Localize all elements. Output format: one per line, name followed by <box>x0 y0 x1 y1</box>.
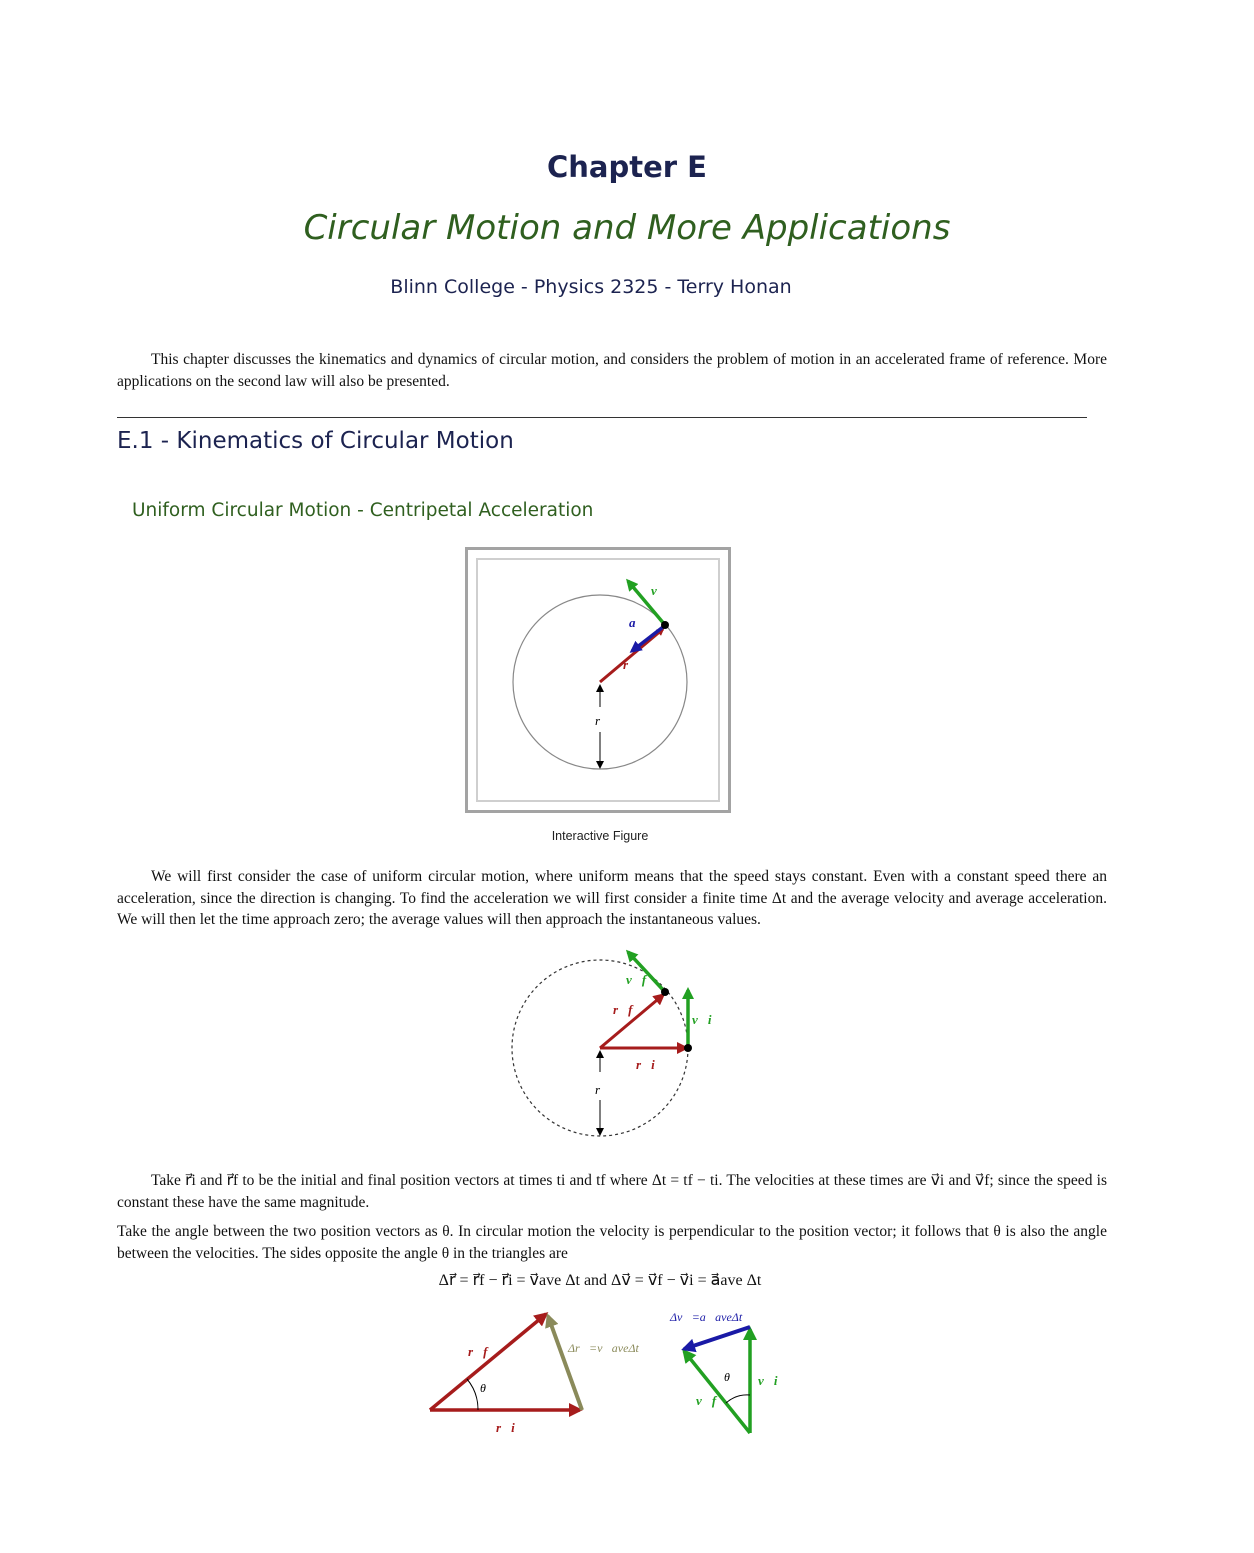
interactive-figure[interactable] <box>465 547 731 813</box>
intro-paragraph: This chapter discusses the kinematics and dynamics of circular motion, and considers the problem of motion in an accelerated frame of reference. More applications on the second law will also be presented. <box>117 351 1107 390</box>
equation-line: Δr⃗ = r⃗f − r⃗i = v⃗ave Δt and Δv⃗ = v⃗f − v⃗i = a⃗ave Δt <box>438 1272 762 1289</box>
subsection-heading: Uniform Circular Motion - Centripetal Acceleration <box>132 500 594 521</box>
acceleration-vector-arrow <box>632 627 663 651</box>
paragraph-uniform-motion: We will first consider the case of uniform circular motion, where uniform means that the speed stays constant. Even with a constant speed there an acceleration, since the direction is changing. To find the acceleration we will first consider a finite time Δt and the average velocity and average acceleration. We will then let the time approach zero; the average values will then approach the instantaneous values. <box>117 868 1107 928</box>
initial-point <box>684 1044 692 1052</box>
label-theta: θ <box>724 1370 730 1384</box>
final-velocity-side <box>684 1351 750 1433</box>
position-velocity-diagram <box>500 940 712 1140</box>
theta-arc <box>726 1395 750 1403</box>
label-position: r⃗ <box>623 657 639 672</box>
paragraph-position-vectors: Take r⃗i and r⃗f to be the initial and final position vectors at times ti and tf where Δt = tf − ti. The velocities at these times are v⃗i and v⃗f; since the speed is constant these have the same magnitude. <box>117 1172 1107 1211</box>
paragraph-angle: Take the angle between the two position vectors as θ. In circular motion the velocity is perpendicular to the position vector; it follows that θ is also the angle between the velocities. The sides opposite the angle θ in the triangles are <box>117 1223 1107 1262</box>
label-radius: r <box>595 1082 601 1097</box>
label-theta: θ <box>480 1381 486 1395</box>
particle-dot <box>661 621 669 629</box>
label-initial-position: r⃗i <box>636 1057 655 1072</box>
position-vector-arrow <box>600 629 663 682</box>
section-divider <box>117 417 1087 418</box>
label-delta-v: Δv⃗=a⃗aveΔt <box>670 1310 743 1324</box>
section-heading: E.1 - Kinematics of Circular Motion <box>117 428 514 454</box>
label-final-velocity: v⃗f <box>696 1393 717 1408</box>
label-initial-position: r⃗i <box>496 1420 515 1435</box>
label-acceleration: a⃗ <box>629 615 646 630</box>
delta-v-side <box>684 1327 750 1349</box>
label-initial-velocity: v⃗i <box>692 1012 712 1027</box>
author-line: Blinn College - Physics 2325 - Terry Honan <box>390 276 792 298</box>
label-final-position: r⃗f <box>468 1344 488 1359</box>
final-position-side <box>430 1314 546 1410</box>
label-final-position: r⃗f <box>613 1002 633 1017</box>
theta-arc <box>467 1379 478 1410</box>
label-radius: r <box>595 713 601 728</box>
label-final-velocity: v⃗f <box>626 972 647 987</box>
label-delta-r: Δr⃗=v⃗aveΔt <box>568 1341 639 1355</box>
label-initial-velocity: v⃗i <box>758 1373 778 1388</box>
final-point <box>661 988 669 996</box>
position-triangle <box>420 1300 660 1440</box>
velocity-triangle <box>660 1305 800 1445</box>
chapter-subtitle: Circular Motion and More Applications <box>303 208 951 248</box>
delta-r-side <box>548 1316 582 1410</box>
figure-caption: Interactive Figure <box>551 829 649 843</box>
label-velocity: v⃗ <box>651 583 667 598</box>
chapter-title: Chapter E <box>547 150 707 184</box>
circular-motion-diagram <box>465 547 731 813</box>
